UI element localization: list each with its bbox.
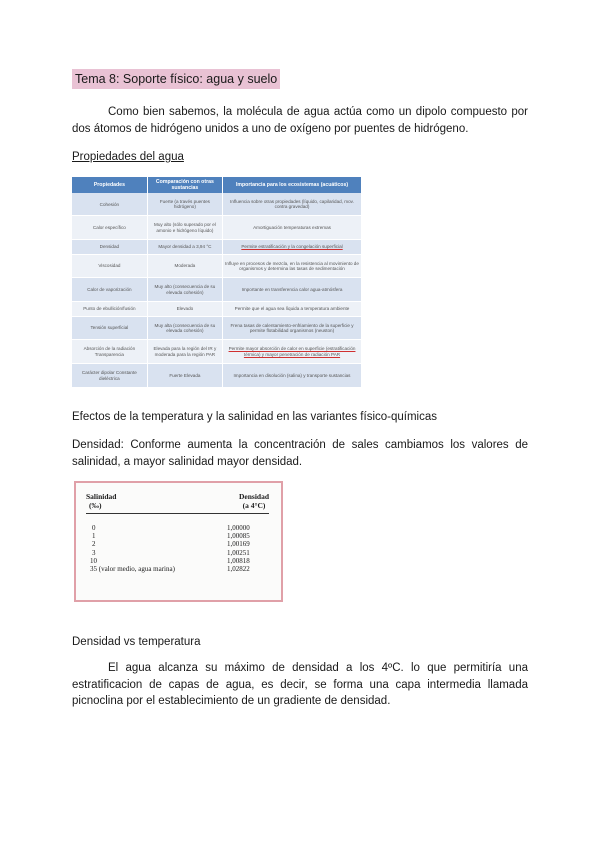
table-cell: Importante en transferencia calor agua-atmósfera <box>223 278 362 302</box>
table-row <box>72 240 362 254</box>
table-header: Importancia para los ecosistemas (acuáticos) <box>223 177 362 193</box>
density-header: Densidad <box>238 492 269 501</box>
table-cell: Viscosidad <box>72 254 147 278</box>
table-cell: Densidad <box>72 240 147 254</box>
table-cell: Permite estratificación y la congelación superficial <box>223 240 362 254</box>
density-vs-temperature-paragraph: El agua alcanza su máximo de densidad a los 4ºC. lo que permitiría una estratificacion de capas de agua, es decir, se forma una capa intermedia llamada picnoclina por el establecimiento de un gradiente de densidad. <box>72 662 528 707</box>
table-header: Comparación con otras sustancias <box>147 177 222 193</box>
table-cell: Mayor densidad a 3,94 °C <box>147 240 222 254</box>
effects-heading: Efectos de la temperatura y la salinidad en las variantes físico-químicas <box>72 411 437 423</box>
density-value: 1,00251 <box>227 548 250 557</box>
table-cell: Elevada para la región del IR y moderada para la región PAR <box>147 340 222 364</box>
intro-paragraph: Como bien sabemos, la molécula de agua actúa como un dipolo compuesto por dos átomos de hidrógeno unidos a uno de oxígeno por puentes de hidrógeno. <box>72 106 528 135</box>
table-cell: Punto de ebullición/fusión <box>72 302 147 316</box>
salinity-value: 2 <box>92 540 96 549</box>
density-value: 1,02822 <box>227 565 250 574</box>
salinity-unit: (‰) <box>89 500 102 510</box>
table-row <box>72 316 362 340</box>
table-row <box>72 278 362 302</box>
table-cell: Amortiguación temperaturas extremas <box>223 216 362 240</box>
salinity-header: Salinidad <box>86 492 117 501</box>
table-cell: Calor específico <box>72 216 147 240</box>
table-cell: Tensión superficial <box>72 316 147 340</box>
salinity-value: 0 <box>92 524 96 532</box>
density-unit: (a 4°C) <box>242 500 266 510</box>
table-cell: Muy alta (consecuencia de su elevada cohesión) <box>147 316 222 340</box>
table-row <box>86 565 269 573</box>
table-cell: Calor de vaporización <box>72 278 147 302</box>
table-cell: Permite que el agua sea líquida a temperatura ambiente <box>223 302 362 316</box>
table-cell: Influye en procesos de mezcla, en la resistencia al movimiento de organismos y determina las tasas de sedimentación <box>223 254 362 278</box>
table-cell: Absorción de la radiación Transparencia <box>72 340 147 364</box>
density-value: 1,00000 <box>227 524 250 532</box>
table-row <box>72 254 362 278</box>
table-row <box>72 193 362 216</box>
table-cell: Muy alto (sólo superado por el amonio e hidrógeno líquido) <box>147 216 222 240</box>
table-cell: Fuerte (a través puentes hidrógeno) <box>147 193 222 216</box>
table-cell: Moderada <box>147 254 222 278</box>
table-row <box>86 557 269 565</box>
salinity-value: 1 <box>92 532 96 541</box>
table-row <box>72 340 362 364</box>
table-row <box>86 532 269 540</box>
page-title: Tema 8: Soporte físico: agua y suelo <box>72 69 280 89</box>
density-vs-temperature-heading: Densidad vs temperatura <box>72 636 201 648</box>
density-value: 1,00169 <box>227 540 250 549</box>
salinity-value: 10 <box>90 556 97 565</box>
table-cell: Muy alto (consecuencia de su elevada cohesión) <box>147 278 222 302</box>
table-cell: Importancia en disolución (salina) y transporte sustancias <box>223 364 362 388</box>
table-cell: Cohesión <box>72 193 147 216</box>
table-row <box>86 540 269 548</box>
density-paragraph: Densidad: Conforme aumenta la concentración de sales cambiamos los valores de salinidad, a mayor salinidad mayor densidad. <box>72 439 528 468</box>
salinity-table-header <box>86 493 269 514</box>
density-value: 1,00818 <box>227 556 250 565</box>
table-cell: Fuerte Elevada <box>147 364 222 388</box>
salinity-density-table <box>74 481 283 602</box>
density-value: 1,00085 <box>227 532 250 541</box>
table-row <box>72 364 362 388</box>
salinity-value: 3 <box>92 548 96 557</box>
table-cell: Frena tasas de calentamiento-enfriamiento de la superficie y permite flotabilidad organismos (neuston) <box>223 316 362 340</box>
table-header: Propiedades <box>72 177 147 193</box>
table-row <box>72 216 362 240</box>
properties-heading: Propiedades del agua <box>72 151 184 163</box>
table-cell: Elevado <box>147 302 222 316</box>
table-cell: Permite mayor absorción de calor en superficie (estratificación térmica) y mayor penetración de radiación PAR <box>223 340 362 364</box>
table-cell: Carácter dipolar Constante dieléctrica <box>72 364 147 388</box>
salinity-rows <box>86 524 269 573</box>
table-row <box>72 302 362 316</box>
salinity-value: 35 (valor medio, agua marina) <box>90 565 175 574</box>
table-row <box>86 524 269 532</box>
water-properties-table <box>72 177 362 388</box>
table-cell: Influencia sobre otras propiedades (líquido, capilaridad, mov. contra gravedad) <box>223 193 362 216</box>
table-row <box>86 549 269 557</box>
